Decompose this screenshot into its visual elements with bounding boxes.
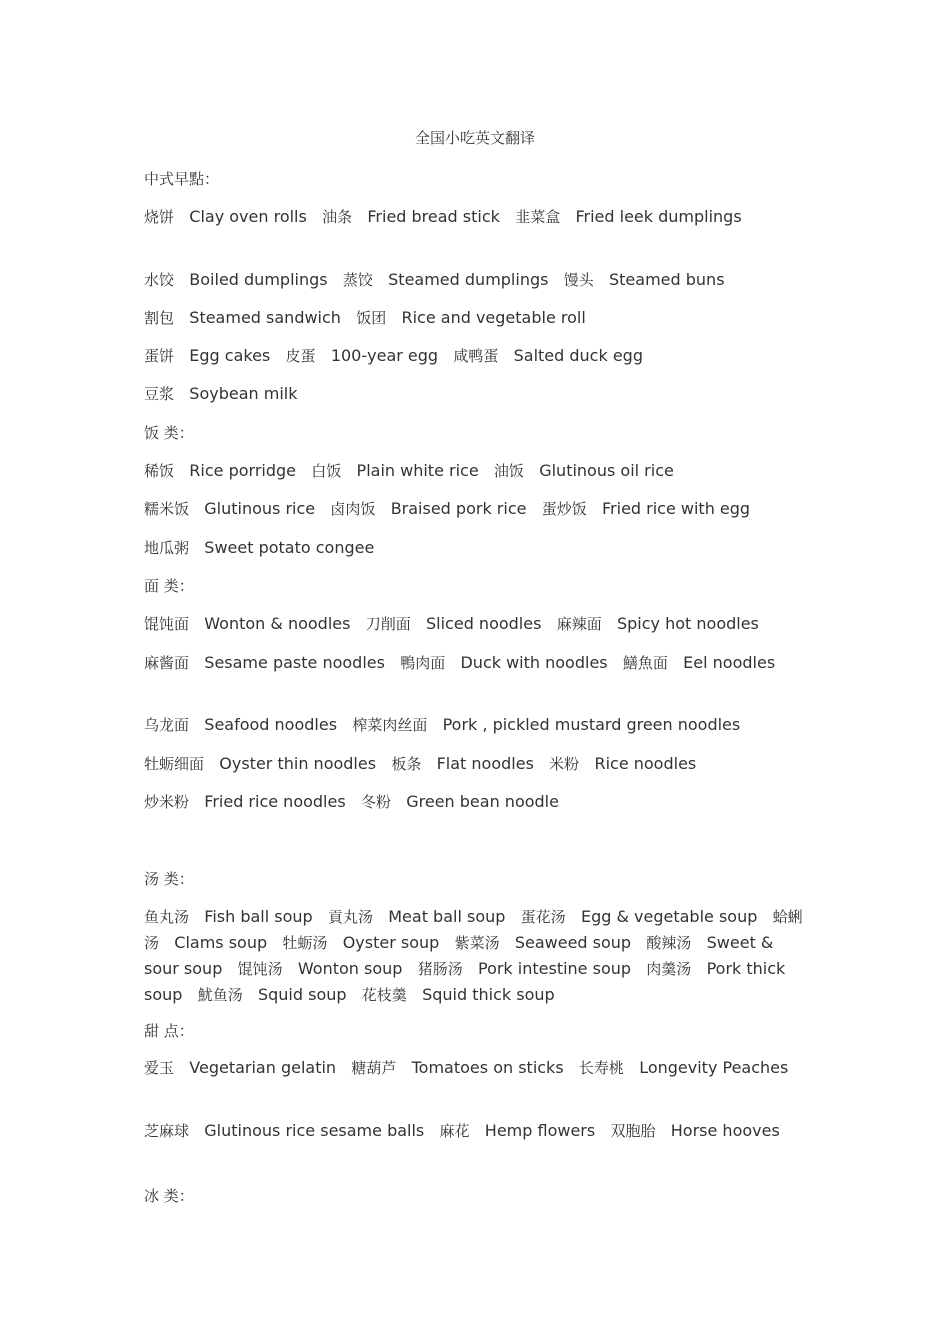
paragraph (144, 1055, 809, 1081)
chinese-term: 油条 (322, 208, 353, 226)
chinese-term: 猪肠汤 (417, 960, 463, 978)
english-translation: Glutinous rice sesame balls (204, 1121, 425, 1140)
chinese-term: 鱼丸汤 (144, 908, 190, 926)
english-translation: Egg & vegetable soup (580, 907, 758, 926)
paragraph (144, 866, 809, 892)
chinese-term: 汤 类： (144, 870, 194, 888)
english-translation: Fried leek dumplings (575, 207, 742, 226)
chinese-term: 蛋花汤 (520, 908, 566, 926)
english-translation: Hemp flowers (484, 1121, 596, 1140)
english-translation: Sesame paste noodles (204, 653, 385, 672)
chinese-term: 麻花 (439, 1122, 470, 1140)
paragraph (144, 267, 809, 293)
chinese-term: 麻酱面 (144, 654, 190, 672)
chinese-term: 貢丸汤 (327, 908, 373, 926)
chinese-term: 皮蛋 (285, 347, 316, 365)
chinese-term: 麻辣面 (556, 615, 602, 633)
paragraph (144, 1183, 809, 1209)
chinese-term: 咸鸭蛋 (453, 347, 499, 365)
english-translation: Glutinous oil rice (539, 461, 674, 480)
chinese-term: 长寿桃 (578, 1059, 624, 1077)
chinese-term: 卤肉饭 (330, 500, 376, 518)
english-translation: Wonton soup (297, 959, 403, 978)
chinese-term: 饭 类： (144, 424, 194, 442)
paragraph (144, 650, 809, 676)
chinese-term: 魷鱼汤 (197, 986, 243, 1004)
english-translation: Tomatoes on sticks (411, 1058, 564, 1077)
paragraph (144, 458, 809, 484)
chinese-term: 馒头 (563, 271, 594, 289)
chinese-term: 白饭 (311, 462, 342, 480)
paragraph (144, 904, 809, 1008)
english-translation: Flat noodles (436, 754, 534, 773)
chinese-term: 酸辣汤 (646, 934, 692, 952)
english-translation: 100-year egg (330, 346, 439, 365)
chinese-term: 稀饭 (144, 462, 175, 480)
english-translation: Fried rice with egg (602, 499, 751, 518)
chinese-term: 甜 点： (144, 1022, 194, 1040)
chinese-term: 馄饨汤 (237, 960, 283, 978)
chinese-term: 双胞胎 (610, 1122, 656, 1140)
chinese-term: 水饺 (144, 271, 175, 289)
page-title: 全国小吃英文翻译 (414, 129, 535, 147)
chinese-term: 板条 (391, 755, 422, 773)
english-translation: Clams soup (174, 933, 268, 952)
paragraph (144, 166, 809, 192)
chinese-term: 米粉 (549, 755, 580, 773)
english-translation: Horse hooves (670, 1121, 780, 1140)
chinese-term: 爱玉 (144, 1059, 175, 1077)
chinese-term: 烧饼 (144, 208, 175, 226)
chinese-term: 牡蛎细面 (144, 755, 205, 773)
chinese-term: 面 类： (144, 577, 194, 595)
chinese-term: 糖葫芦 (351, 1059, 397, 1077)
paragraph (144, 712, 809, 738)
english-translation: Fried bread stick (367, 207, 500, 226)
chinese-term: 牡蛎汤 (282, 934, 328, 952)
paragraph (144, 573, 809, 599)
english-translation: Pork , pickled mustard green noodles (442, 715, 741, 734)
paragraph (144, 305, 809, 331)
english-translation: Squid thick soup (422, 985, 555, 1004)
chinese-term: 饭团 (356, 309, 387, 327)
paragraph (144, 611, 809, 637)
english-translation: Oyster thin noodles (219, 754, 377, 773)
english-translation: Boiled dumplings (189, 270, 328, 289)
english-translation: Spicy hot noodles (616, 614, 759, 633)
chinese-term: 蛋饼 (144, 347, 175, 365)
chinese-term: 蒸饺 (342, 271, 373, 289)
chinese-term: 中式早點： (144, 170, 220, 188)
chinese-term: 油饭 (493, 462, 524, 480)
paragraph (144, 420, 809, 446)
english-translation: Seafood noodles (204, 715, 338, 734)
chinese-term: 炒米粉 (144, 793, 190, 811)
chinese-term: 花枝羹 (361, 986, 407, 1004)
chinese-term: 榨菜肉丝面 (352, 716, 428, 734)
english-translation: Sweet potato congee (204, 538, 375, 557)
english-translation: Squid soup (257, 985, 347, 1004)
chinese-term: 韭菜盒 (515, 208, 561, 226)
english-translation: Rice and vegetable roll (401, 308, 586, 327)
english-translation: Plain white rice (356, 461, 479, 480)
english-translation: Salted duck egg (513, 346, 643, 365)
chinese-term: 乌龙面 (144, 716, 190, 734)
chinese-term: 刀削面 (365, 615, 411, 633)
paragraph (144, 496, 809, 522)
chinese-term: 芝麻球 (144, 1122, 190, 1140)
english-translation: Pork thick soup (144, 959, 786, 1004)
english-translation: Eel noodles (683, 653, 776, 672)
english-translation: Egg cakes (189, 346, 271, 365)
chinese-term: 蛤蜊汤 (144, 908, 803, 952)
english-translation: Oyster soup (342, 933, 440, 952)
english-translation: Clay oven rolls (189, 207, 307, 226)
paragraph (144, 789, 809, 815)
english-translation: Fried rice noodles (204, 792, 346, 811)
english-translation: Glutinous rice (204, 499, 316, 518)
english-translation: Sliced noodles (426, 614, 542, 633)
paragraph (144, 1018, 809, 1044)
chinese-term: 鱔魚面 (622, 654, 668, 672)
chinese-term: 豆浆 (144, 385, 175, 403)
english-translation: Rice porridge (189, 461, 296, 480)
english-translation: Steamed sandwich (189, 308, 341, 327)
chinese-term: 糯米饭 (144, 500, 190, 518)
english-translation: Green bean noodle (406, 792, 559, 811)
paragraph (144, 751, 809, 777)
chinese-term: 肉羹汤 (646, 960, 692, 978)
english-translation: Fish ball soup (204, 907, 313, 926)
paragraph (144, 343, 809, 369)
english-translation: Sweet & sour soup (144, 933, 774, 978)
english-translation: Duck with noodles (460, 653, 608, 672)
chinese-term: 割包 (144, 309, 175, 327)
english-translation: Longevity Peaches (639, 1058, 789, 1077)
english-translation: Braised pork rice (390, 499, 527, 518)
paragraph (144, 1118, 809, 1144)
paragraph (144, 204, 809, 230)
english-translation: Soybean milk (189, 384, 298, 403)
chinese-term: 鴨肉面 (400, 654, 446, 672)
chinese-term: 馄饨面 (144, 615, 190, 633)
paragraph (144, 381, 809, 407)
chinese-term: 冬粉 (360, 793, 391, 811)
english-translation: Steamed buns (609, 270, 725, 289)
chinese-term: 地瓜粥 (144, 539, 190, 557)
chinese-term: 冰 类： (144, 1187, 194, 1205)
paragraph (144, 535, 809, 561)
english-translation: Pork intestine soup (477, 959, 632, 978)
english-translation: Seaweed soup (514, 933, 632, 952)
english-translation: Vegetarian gelatin (189, 1058, 337, 1077)
english-translation: Steamed dumplings (388, 270, 549, 289)
english-translation: Meat ball soup (388, 907, 506, 926)
chinese-term: 蛋炒饭 (541, 500, 587, 518)
chinese-term: 紫菜汤 (454, 934, 500, 952)
english-translation: Rice noodles (594, 754, 697, 773)
english-translation: Wonton & noodles (204, 614, 351, 633)
